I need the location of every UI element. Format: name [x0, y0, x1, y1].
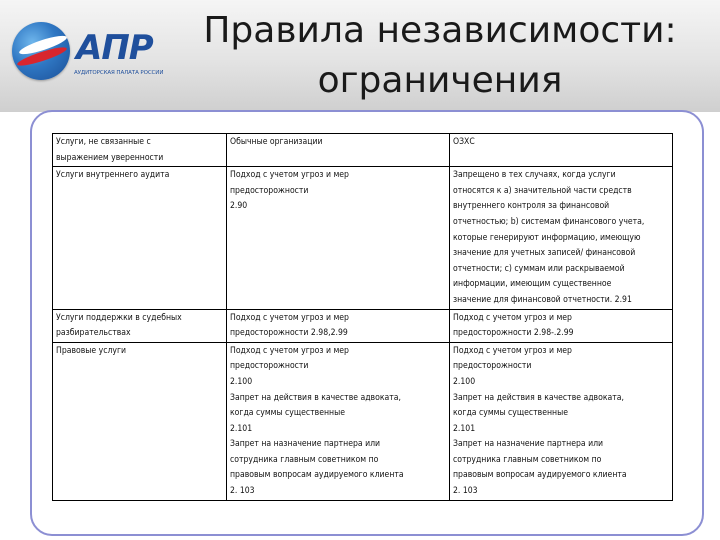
slide-title: Правила независимости: ограничения: [203, 10, 677, 101]
header-ozhs: ОЗХС: [450, 134, 673, 167]
header-ordinary-organizations: Обычные организации: [227, 134, 450, 167]
table-cell: Подход с учетом угроз и мер предосторожности 2.100 Запрет на действия в качестве адвоката, когда суммы существенные 2.101 Запрет на назначение партнера или сотрудника главным советником по правовым вопросам аудируемого клиента 2. 103: [450, 342, 673, 500]
table-row: [53, 309, 673, 342]
table-cell: Подход с учетом угроз и мер предосторожности 2.98-.2.99: [450, 309, 673, 342]
header-services: Услуги, не связанные с выражением уверенности: [53, 134, 227, 167]
table-cell: Подход с учетом угроз и мер предосторожности 2.100 Запрет на действия в качестве адвоката, когда суммы существенные 2.101 Запрет на назначение партнера или сотрудника главным советником по правовым вопросам аудируемого клиента 2. 103: [227, 342, 450, 500]
table-cell: Услуги внутреннего аудита: [53, 167, 227, 309]
globe-icon: [12, 22, 70, 80]
logo-caption: АУДИТОРСКАЯ ПАЛАТА РОССИИ: [74, 70, 164, 76]
table-cell: Запрещено в тех случаях, когда услуги относятся к a) значительной части средств внутреннего контроля за финансовой отчетностью; b) системам финансового учета, которые генерируют информацию, имеющую значение для учетных записей/ финансовой отчетности; c) суммам или раскрываемой информации, имеющим существенное значение для финансовой отчетности. 2.91: [450, 167, 673, 309]
table-cell: Услуги поддержки в судебных разбирательствах: [53, 309, 227, 342]
independence-rules-table: [52, 133, 673, 501]
logo-abbreviation: АПР: [76, 28, 153, 68]
apr-logo: [12, 18, 164, 88]
table-cell: Подход с учетом угроз и мер предосторожности 2.90: [227, 167, 450, 309]
table-row: [53, 167, 673, 309]
table-cell: Подход с учетом угроз и мер предосторожности 2.98,2.99: [227, 309, 450, 342]
table-cell: Правовые услуги: [53, 342, 227, 500]
table-header-row: [53, 134, 673, 167]
slide-header: [0, 0, 720, 112]
table-row: [53, 342, 673, 500]
